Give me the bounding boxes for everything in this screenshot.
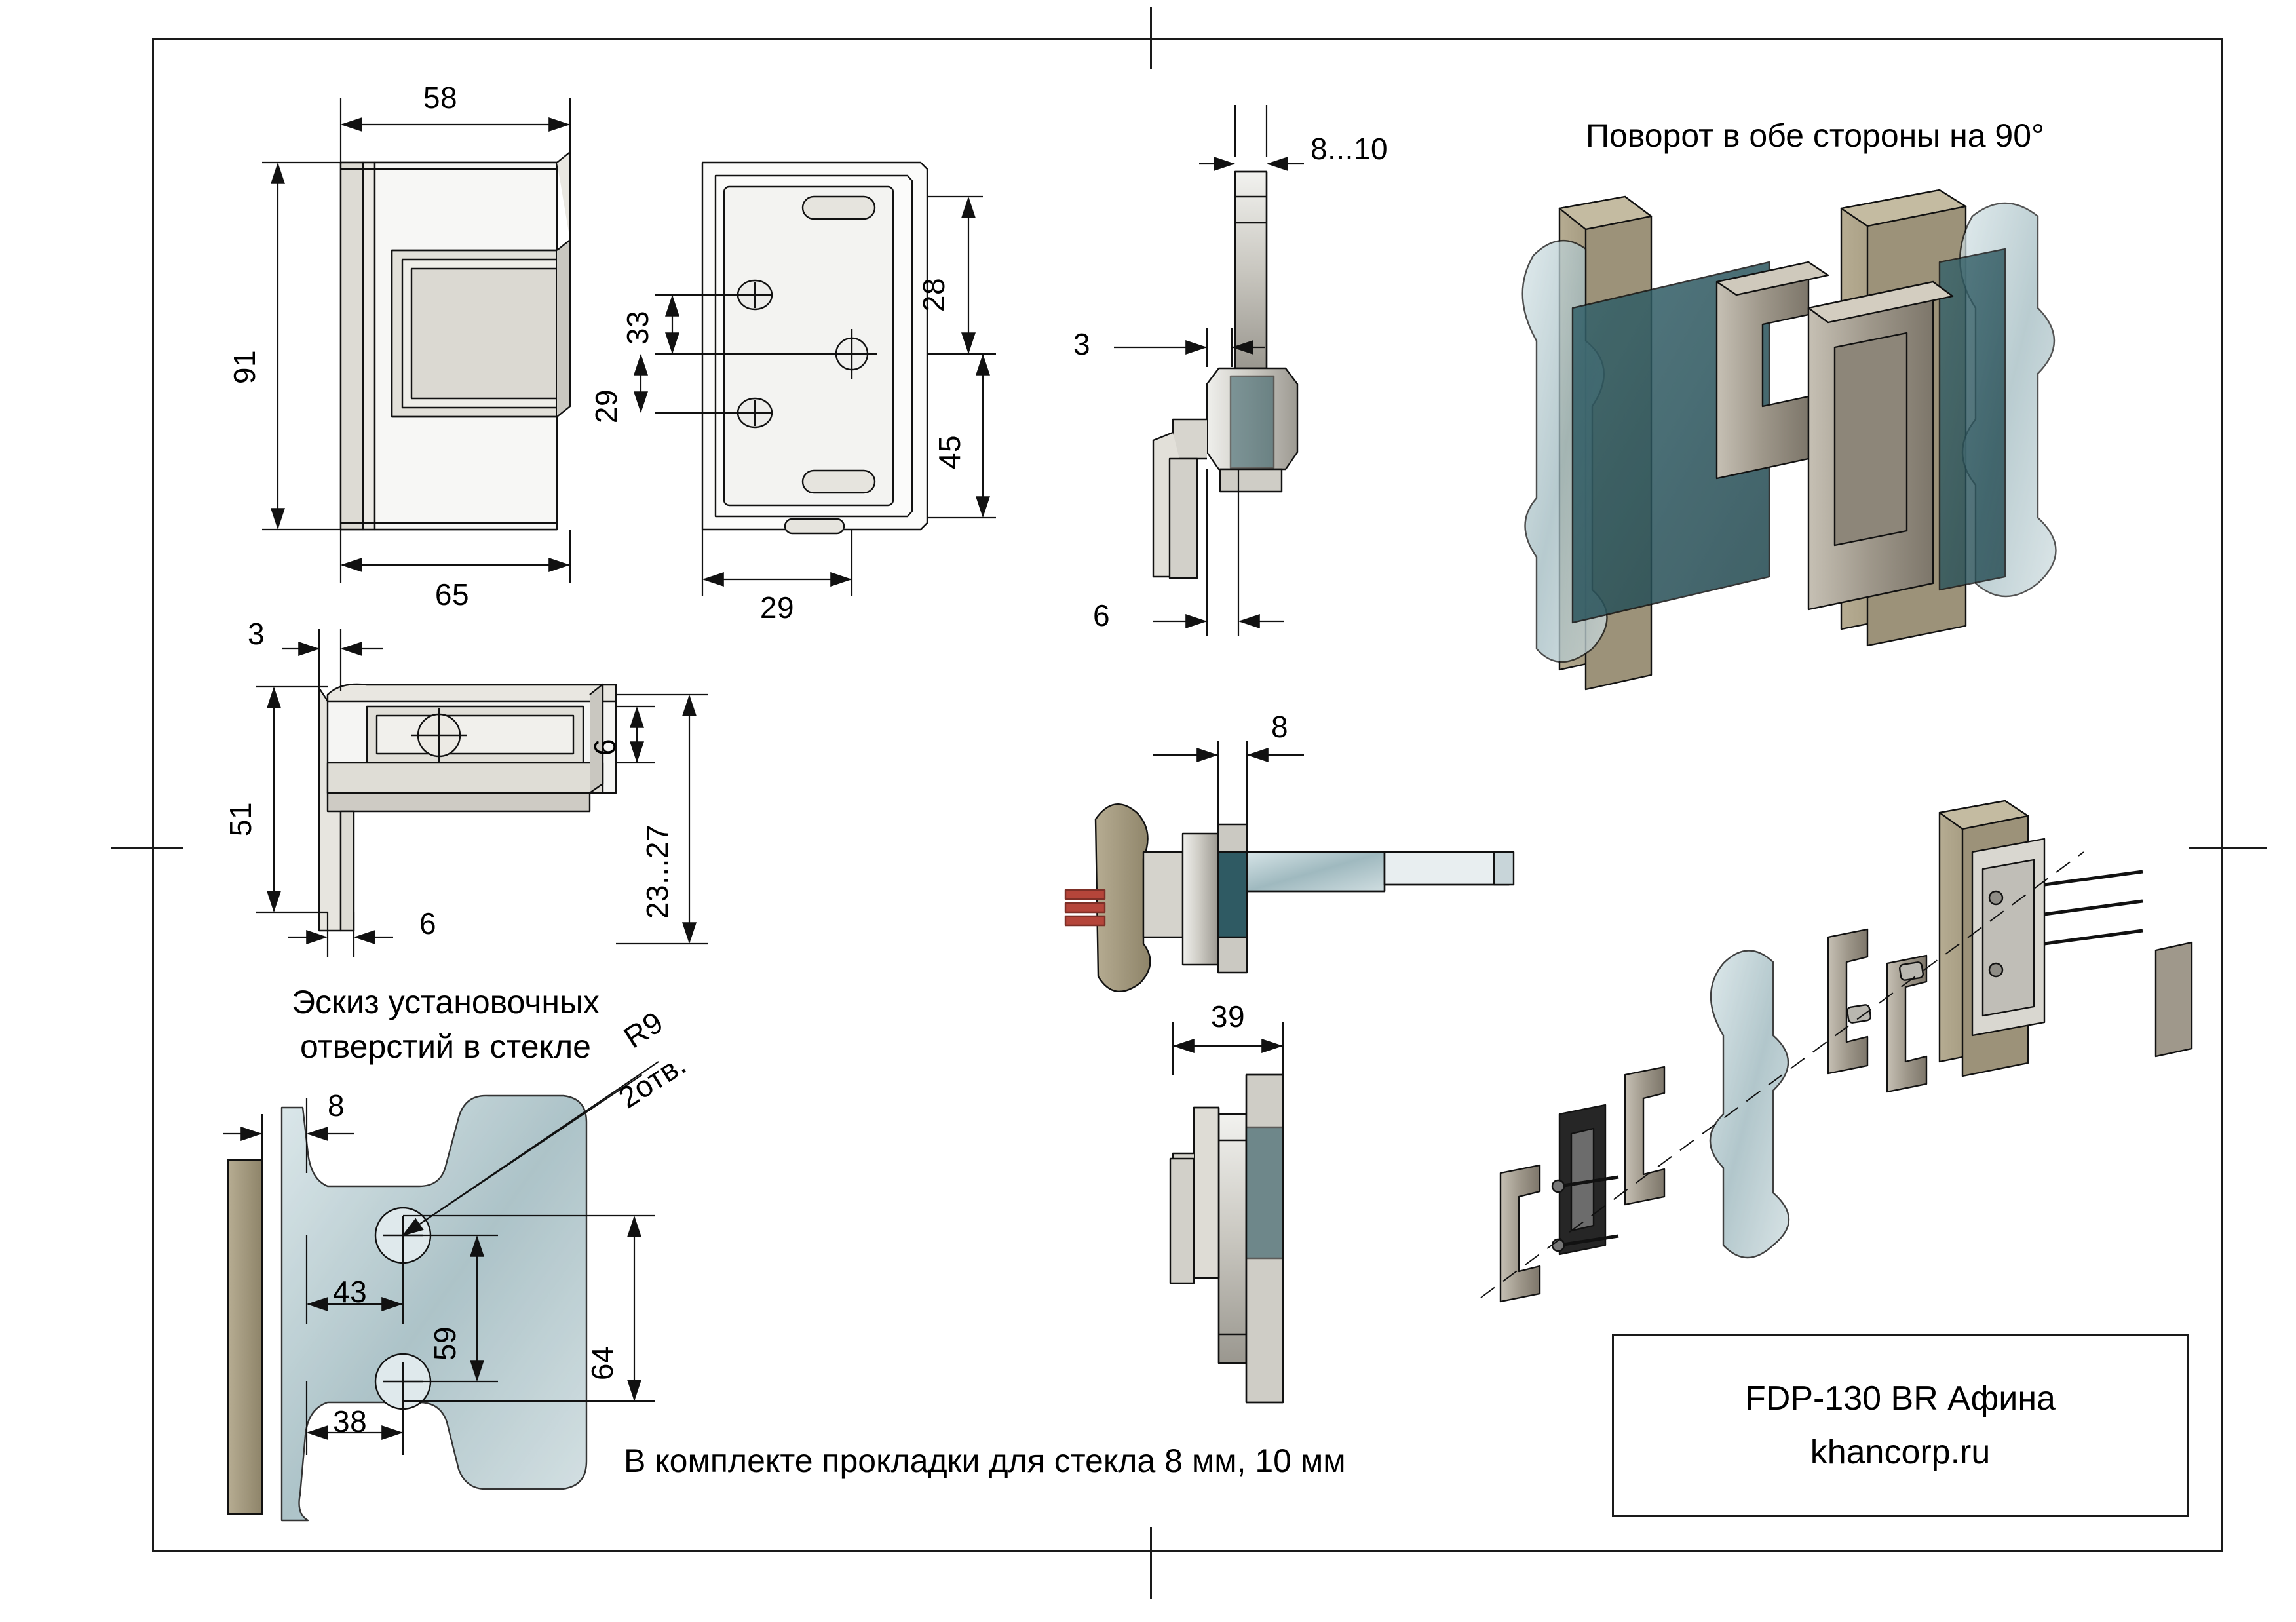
dim-top-6-right: 6 xyxy=(588,738,622,756)
title-block-model: FDP-130 BR Афина xyxy=(1745,1380,2056,1418)
dim-sketch-8: 8 xyxy=(328,1089,345,1123)
dim-plate-width-29: 29 xyxy=(759,590,795,625)
note-gaskets: В комплекте прокладки для стекла 8 мм, 10 мм xyxy=(624,1442,1346,1479)
dim-top-3: 3 xyxy=(248,617,265,651)
dim-top-23-27: 23...27 xyxy=(640,824,674,919)
dim-front-width-58: 58 xyxy=(423,81,458,115)
dim-sketch-38: 38 xyxy=(333,1404,368,1439)
dim-plate-45: 45 xyxy=(932,434,966,470)
dim-top-51: 51 xyxy=(223,801,258,837)
dim-front-height-91: 91 xyxy=(227,349,261,385)
dim-sketch-43: 43 xyxy=(333,1275,368,1309)
dim-plate-28: 28 xyxy=(917,277,951,313)
dim-sketch-59: 59 xyxy=(428,1326,462,1361)
dim-sketch-r9: R9 xyxy=(617,1004,670,1055)
dim-glass-8-10: 8...10 xyxy=(1311,132,1388,166)
note-hole-sketch-line2: отверстий в стекле xyxy=(300,1028,591,1065)
dim-plate-33: 33 xyxy=(621,310,655,345)
dim-sketch-64: 64 xyxy=(585,1345,619,1381)
note-hole-sketch-line1: Эскиз установочных xyxy=(292,984,600,1020)
title-block-site: khancorp.ru xyxy=(1810,1433,1991,1471)
title-block xyxy=(1612,1334,2189,1517)
dim-plate-29: 29 xyxy=(589,389,623,424)
dim-side-3: 3 xyxy=(1073,327,1091,361)
note-rotation: Поворот в обе стороны на 90° xyxy=(1586,117,2045,154)
dim-side-39: 39 xyxy=(1210,999,1246,1033)
dim-sketch-2-holes: 2отв. xyxy=(612,1046,693,1115)
dim-top-6-bottom: 6 xyxy=(419,906,437,940)
dim-side-6: 6 xyxy=(1093,598,1111,632)
dim-front-width-65: 65 xyxy=(434,577,470,611)
dim-clamp-8: 8 xyxy=(1271,710,1289,744)
